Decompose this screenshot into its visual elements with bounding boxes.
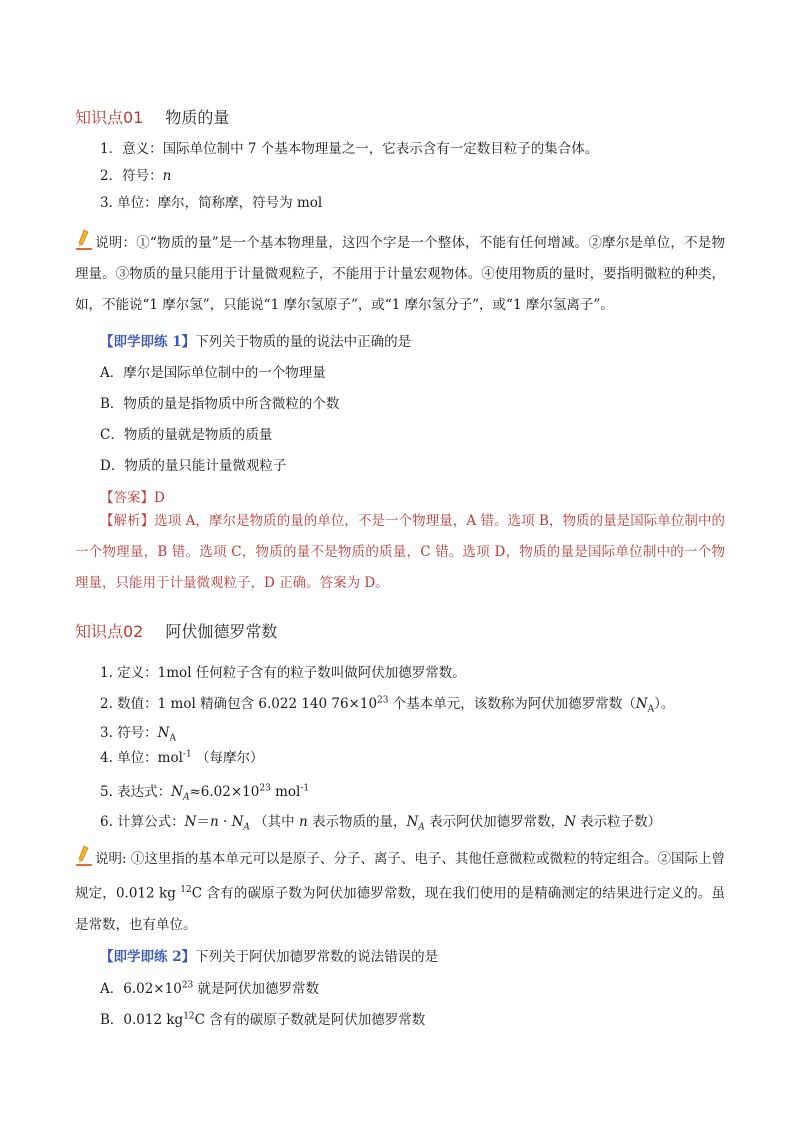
exercise-2 (100, 945, 438, 965)
note-text: 说明：①“物质的量”是一个基本物理量，这四个字是一个整体，不能有任何增减。②摩尔是单位，不是物理量。③物质的量只能用于计量微观粒子，不能用于计量宏观物体。④使用物质的量时，要指明微粒的种类，如，不能说“1 摩尔氢”，只能说“1 摩尔氢原子”，或“1 摩尔氢分子”，或“1 摩尔氢离子”。 (75, 235, 725, 313)
option-b: B．物质的量是指物质中所含微粒的个数 (100, 396, 340, 412)
formula-eq: ＝ (196, 814, 210, 830)
expression-value: ≈6.02×10 (189, 784, 260, 800)
exercise-tag: 【即学即练 1】 (100, 334, 196, 350)
exponent: 23 (181, 980, 194, 991)
unit-line: 3. 单位：摩尔，简称摩，符号为 mol (100, 195, 323, 211)
value-text-3: ）。 (654, 696, 675, 712)
na-symbol: N (231, 814, 244, 830)
answer-line: 【答案】D (100, 490, 165, 506)
exponent: 23 (259, 783, 271, 794)
symbol-line (100, 164, 171, 184)
formula-line (100, 810, 661, 833)
na-symbol: N (171, 784, 183, 800)
option-a-text-2: 就是阿伏加德罗常数 (193, 981, 320, 997)
note-text: 说明: ①这里指的基本单元可以是原子、分子、离子、电子、其他任意微粒或微粒的特定组合。②国际上曾规定，0.012 kg (75, 851, 725, 902)
formula-note-3: 表示阿伏加德罗常数， (424, 814, 565, 830)
explanation-tag: 【解析】 (100, 513, 155, 529)
option-b-text: B．0.012 kg (100, 1012, 184, 1028)
definition-line: 1．意义：国际单位制中 7 个基本物理量之一，它表示含有一定数目粒子的集合体。 (100, 141, 599, 157)
exercise-tag: 【即学即练 2】 (100, 949, 196, 965)
section-heading-2 (75, 619, 277, 642)
pencil-icon (75, 845, 93, 867)
formula-note-4: 表示粒子数） (575, 814, 662, 830)
formula-n: n (209, 814, 219, 830)
note-text-2: C 含有的碳原子数为阿伏加德罗常数，现在我们使用的是精确测定的结果进行定义的。虽是常数，也有单位。 (75, 885, 725, 933)
section-number: 知识点01 (75, 108, 144, 127)
exercise-1 (100, 330, 411, 350)
option-d: D．物质的量只能计量微观粒子 (100, 458, 287, 474)
na-symbol: N (406, 814, 419, 830)
na-subscript: A (243, 822, 250, 833)
na-subscript: A (182, 792, 190, 803)
na-symbol: N (157, 725, 170, 741)
section-heading-1 (75, 105, 229, 128)
formula-dot: · (218, 814, 232, 830)
option-b-text-2: C 含有的碳原子数就是阿伏加德罗常数 (194, 1012, 426, 1028)
exercise-question: 下列关于物质的量的说法中正确的是 (195, 334, 412, 350)
exercise-question: 下列关于阿伏加德罗常数的说法错误的是 (195, 949, 439, 965)
isotope-sup: 12 (183, 1011, 195, 1022)
option-c: C．物质的量就是物质的质量 (100, 427, 273, 443)
formula-N: N (564, 814, 576, 830)
formula-label: 6. 计算公式： (100, 814, 185, 830)
exponent: -1 (300, 783, 310, 794)
na-subscript: A (418, 822, 425, 833)
note-paragraph-2 (75, 844, 725, 941)
pencil-icon (75, 229, 93, 251)
formula-N: N (184, 814, 197, 830)
na-subscript: A (647, 704, 655, 715)
value-text-2: 个基本单元，该数称为阿伏加德罗常数（ (388, 696, 636, 712)
formula-note-2: 表示物质的量， (307, 814, 407, 830)
symbol-n: n (162, 168, 172, 184)
explanation-paragraph (75, 506, 725, 599)
explanation-text: 选项 A，摩尔是物质的量的单位，不是一个物理量，A 错。选项 B，物质的量是国际单位制中的一个物理量，B 错。选项 C，物质的量不是物质的质量，C 错。选项 D，物质的量是国际单位制中的一个物理量，只能用于计量微观粒子，D 正确。答案为 D。 (75, 513, 725, 591)
expression-label: 5. 表达式： (100, 784, 172, 800)
section-title: 物质的量 (165, 108, 230, 127)
na-subscript: A (169, 733, 176, 744)
exponent: 23 (377, 695, 389, 706)
unit-line (100, 746, 264, 766)
option-b (100, 1008, 425, 1028)
formula-note-1: （其中 (249, 814, 299, 830)
unit-text: 4. 单位：mol (100, 750, 183, 766)
symbol-line (100, 721, 176, 744)
option-a (100, 977, 319, 997)
section-number: 知识点02 (75, 622, 144, 641)
symbol-label: 2．符号： (100, 168, 163, 184)
unit-note: （每摩尔） (191, 750, 264, 766)
isotope-sup: 12 (180, 885, 192, 895)
formula-n: n (298, 814, 308, 830)
definition-line: 1. 定义：1mol 任何粒子含有的粒子数叫做阿伏加德罗常数。 (100, 665, 466, 681)
symbol-label: 3. 符号： (100, 725, 158, 741)
exponent: -1 (182, 749, 192, 760)
na-symbol: N (635, 696, 648, 712)
value-line (100, 692, 674, 715)
expression-line (100, 780, 309, 803)
option-a: A．摩尔是国际单位制中的一个物理量 (100, 365, 326, 381)
option-a-text: A．6.02×10 (100, 981, 182, 997)
section-title: 阿伏伽德罗常数 (165, 622, 278, 641)
value-text: 2. 数值：1 mol 精确包含 6.022 140 76×10 (100, 696, 378, 712)
note-paragraph-1 (75, 228, 725, 321)
expression-unit: mol (270, 784, 301, 800)
